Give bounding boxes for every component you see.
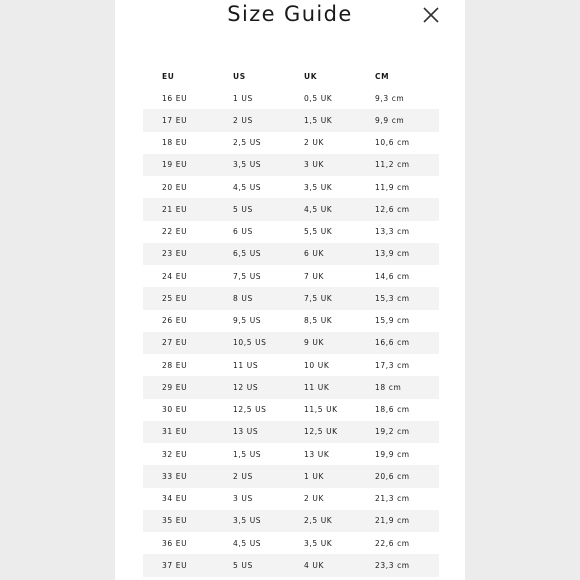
page-title: Size Guide xyxy=(227,2,353,26)
cell-eu: 22 EU xyxy=(162,227,188,237)
cell-eu: 29 EU xyxy=(143,376,214,398)
cell-uk: 4 UK xyxy=(285,554,356,576)
size-guide-modal xyxy=(115,0,465,580)
table-row xyxy=(143,310,439,332)
cell-cm: 11,9 cm xyxy=(375,182,410,192)
cell-eu: 23 EU xyxy=(143,243,214,265)
cell-us: 13 US xyxy=(214,421,285,443)
table-row xyxy=(143,399,439,421)
cell-eu: 21 EU xyxy=(143,198,214,220)
cell-uk: 4,5 UK xyxy=(285,198,356,220)
cell-us: 8 US xyxy=(214,287,285,309)
cell-cm: 20,6 cm xyxy=(356,465,439,487)
table-row xyxy=(143,176,439,198)
cell-us: 12,5 US xyxy=(233,405,267,415)
cell-cm: 13,9 cm xyxy=(356,243,439,265)
cell-eu: 25 EU xyxy=(143,287,214,309)
cell-cm: 21,3 cm xyxy=(375,494,410,504)
cell-uk: 1,5 UK xyxy=(285,109,356,131)
cell-eu: 17 EU xyxy=(143,109,214,131)
cell-uk: 5,5 UK xyxy=(304,227,333,237)
cell-cm: 14,6 cm xyxy=(375,271,410,281)
cell-uk: 3,5 UK xyxy=(304,182,333,192)
table-row xyxy=(143,443,439,465)
cell-us: 6 US xyxy=(233,227,253,237)
cell-uk: 9 UK xyxy=(285,332,356,354)
cell-cm: 18 cm xyxy=(356,376,439,398)
table-row xyxy=(143,198,439,220)
cell-eu: 33 EU xyxy=(143,465,214,487)
cell-eu: 36 EU xyxy=(162,538,188,548)
table-row xyxy=(143,287,439,309)
cell-us: 3,5 US xyxy=(214,510,285,532)
cell-uk: 7 UK xyxy=(304,271,324,281)
cell-uk: 0,5 UK xyxy=(304,93,333,103)
cell-us: 2 US xyxy=(214,109,285,131)
table-row xyxy=(143,154,439,176)
cell-uk: 10 UK xyxy=(304,360,330,370)
table-row xyxy=(143,532,439,554)
close-icon xyxy=(420,4,442,26)
cell-us: 5 US xyxy=(214,554,285,576)
table-row xyxy=(143,87,439,109)
cell-us: 5 US xyxy=(214,198,285,220)
cell-cm: 11,2 cm xyxy=(356,154,439,176)
cell-cm: 15,9 cm xyxy=(375,316,410,326)
cell-uk: 2 UK xyxy=(304,138,324,148)
cell-cm: 23,3 cm xyxy=(356,554,439,576)
table-row xyxy=(143,109,439,131)
cell-cm: 21,9 cm xyxy=(356,510,439,532)
cell-eu: 16 EU xyxy=(162,93,188,103)
cell-cm: 22,6 cm xyxy=(375,538,410,548)
cell-cm: 17,3 cm xyxy=(375,360,410,370)
table-row xyxy=(143,332,439,354)
column-header-cm: CM xyxy=(375,71,390,81)
cell-us: 7,5 US xyxy=(233,271,262,281)
table-row xyxy=(143,465,439,487)
table-row xyxy=(143,265,439,287)
cell-cm: 15,3 cm xyxy=(356,287,439,309)
cell-uk: 13 UK xyxy=(304,449,330,459)
cell-us: 4,5 US xyxy=(233,182,262,192)
cell-uk: 12,5 UK xyxy=(285,421,356,443)
cell-uk: 3 UK xyxy=(285,154,356,176)
cell-eu: 19 EU xyxy=(143,154,214,176)
table-row xyxy=(143,354,439,376)
column-header-us: US xyxy=(233,71,246,81)
cell-uk: 7,5 UK xyxy=(285,287,356,309)
close-button[interactable] xyxy=(420,4,442,26)
cell-us: 1,5 US xyxy=(233,449,262,459)
cell-uk: 2 UK xyxy=(304,494,324,504)
table-row xyxy=(143,488,439,510)
cell-cm: 10,6 cm xyxy=(375,138,410,148)
cell-eu: 35 EU xyxy=(143,510,214,532)
cell-us: 3,5 US xyxy=(214,154,285,176)
cell-cm: 18,6 cm xyxy=(375,405,410,415)
cell-eu: 30 EU xyxy=(162,405,188,415)
cell-eu: 37 EU xyxy=(143,554,214,576)
cell-us: 9,5 US xyxy=(233,316,262,326)
table-row xyxy=(143,132,439,154)
cell-uk: 8,5 UK xyxy=(304,316,333,326)
cell-cm: 19,9 cm xyxy=(375,449,410,459)
cell-us: 3 US xyxy=(233,494,253,504)
cell-uk: 11,5 UK xyxy=(304,405,338,415)
table-header-row xyxy=(143,65,439,87)
cell-eu: 32 EU xyxy=(162,449,188,459)
cell-us: 10,5 US xyxy=(214,332,285,354)
column-header-uk: UK xyxy=(304,71,318,81)
cell-uk: 2,5 UK xyxy=(285,510,356,532)
cell-cm: 9,9 cm xyxy=(356,109,439,131)
table-row xyxy=(143,510,439,532)
cell-cm: 9,3 cm xyxy=(375,93,405,103)
cell-us: 4,5 US xyxy=(233,538,262,548)
cell-uk: 1 UK xyxy=(285,465,356,487)
cell-eu: 20 EU xyxy=(162,182,188,192)
cell-us: 12 US xyxy=(214,376,285,398)
table-row xyxy=(143,243,439,265)
cell-uk: 3,5 UK xyxy=(304,538,333,548)
cell-eu: 27 EU xyxy=(143,332,214,354)
cell-eu: 34 EU xyxy=(162,494,188,504)
cell-eu: 28 EU xyxy=(162,360,188,370)
table-row xyxy=(143,376,439,398)
cell-cm: 13,3 cm xyxy=(375,227,410,237)
cell-eu: 26 EU xyxy=(162,316,188,326)
table-body xyxy=(143,87,439,577)
cell-cm: 16,6 cm xyxy=(356,332,439,354)
cell-us: 2,5 US xyxy=(233,138,262,148)
table-row xyxy=(143,554,439,576)
cell-eu: 31 EU xyxy=(143,421,214,443)
cell-uk: 11 UK xyxy=(285,376,356,398)
cell-uk: 6 UK xyxy=(285,243,356,265)
cell-cm: 12,6 cm xyxy=(356,198,439,220)
cell-us: 1 US xyxy=(233,93,253,103)
cell-cm: 19,2 cm xyxy=(356,421,439,443)
table-row xyxy=(143,221,439,243)
cell-eu: 18 EU xyxy=(162,138,188,148)
cell-us: 11 US xyxy=(233,360,259,370)
table-row xyxy=(143,421,439,443)
cell-eu: 24 EU xyxy=(162,271,188,281)
cell-us: 2 US xyxy=(214,465,285,487)
size-table xyxy=(143,65,439,577)
column-header-eu: EU xyxy=(162,71,175,81)
cell-us: 6,5 US xyxy=(214,243,285,265)
